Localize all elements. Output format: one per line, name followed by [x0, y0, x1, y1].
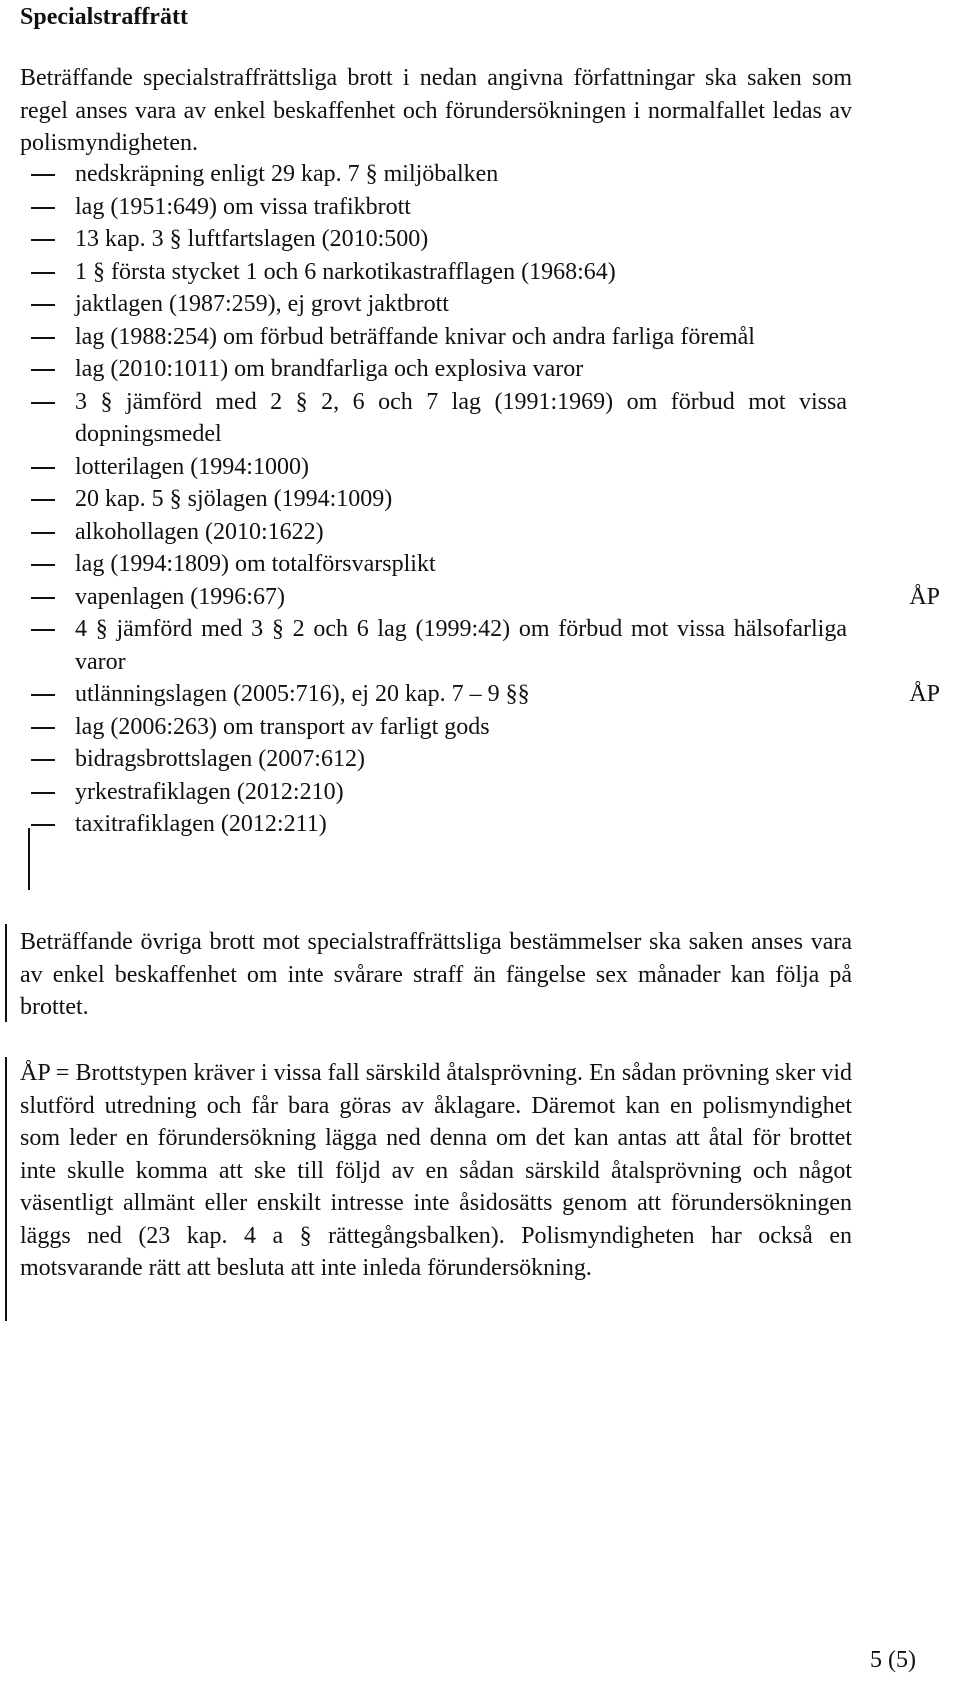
list-item-text: taxitrafiklagen (2012:211) — [75, 811, 327, 837]
list-item — [20, 321, 940, 354]
revision-bar — [28, 828, 30, 890]
list-item-text: lag (1951:649) om vissa trafikbrott — [75, 193, 411, 220]
list-item-text: 20 kap. 5 § sjölagen (1994:1009) — [75, 486, 393, 512]
list-item — [20, 451, 940, 484]
ap-explanation-paragraph: ÅP = Brottstypen kräver i vissa fall särskild åtalsprövning. En sådan prövning sker vid slutförd utredning och får bara göras av åklagare. Däremot kan en polismyndighet som leder en förundersökning lägga ned denna om det kan antas att åtal för brottet inte skulle komma att ske till följd av en sådan särskild åtalsprövning och något väsentligt allmänt eller enskilt intresse inte åsidosätts genom att förundersökningen läggs ned (23 kap. 4 a § rättegångsbalken). Polismyndigheten har också en motsvarande rätt att besluta att inte inleda förundersökning. — [20, 1060, 852, 1281]
list-item-text: 3 § jämförd med 2 § 2, 6 och 7 lag (1991:1969) om förbud mot vissa dopningsmedel — [75, 388, 847, 447]
section-heading: Specialstraffrätt — [20, 4, 188, 30]
list-item-text: 13 kap. 3 § luftfartslagen (2010:500) — [75, 226, 429, 252]
dash-bullet — [31, 824, 55, 826]
list-item — [20, 386, 940, 451]
list-item — [20, 353, 940, 386]
list-item — [20, 776, 940, 809]
list-item — [20, 191, 940, 224]
dash-bullet — [31, 597, 55, 599]
dash-bullet — [31, 467, 55, 469]
list-item-text: utlänningslagen (2005:716), ej 20 kap. 7 – 9 §§ — [75, 681, 530, 707]
list-item — [20, 158, 940, 191]
list-item-text: jaktlagen (1987:259), ej grovt jaktbrott — [75, 291, 449, 317]
ap-marker: ÅP — [909, 583, 940, 610]
page-number: 5 (5) — [870, 1647, 916, 1673]
list-item — [20, 223, 940, 256]
law-list — [20, 158, 940, 841]
list-item — [20, 548, 940, 581]
revision-bar — [5, 924, 7, 1022]
dash-bullet — [31, 337, 55, 339]
list-item-text: bidragsbrottslagen (2007:612) — [75, 746, 365, 772]
dash-bullet — [31, 694, 55, 696]
revision-bar — [5, 1057, 7, 1321]
dash-bullet — [31, 174, 55, 176]
dash-bullet — [31, 239, 55, 241]
dash-bullet — [31, 792, 55, 794]
list-item-text: 1 § första stycket 1 och 6 narkotikastrafflagen (1968:64) — [75, 258, 616, 285]
list-item-text: lag (2006:263) om transport av farligt gods — [75, 713, 490, 740]
list-item-text: 4 § jämförd med 3 § 2 och 6 lag (1999:42) om förbud mot vissa hälsofarliga varor — [75, 616, 847, 675]
list-item — [20, 288, 940, 321]
dash-bullet — [31, 304, 55, 306]
list-item-text: lotterilagen (1994:1000) — [75, 453, 309, 480]
list-item — [20, 581, 940, 614]
dash-bullet — [31, 629, 55, 631]
ap-marker: ÅP — [909, 681, 940, 707]
dash-bullet — [31, 727, 55, 729]
list-item — [20, 256, 940, 289]
list-item-text: lag (1994:1809) om totalförsvarsplikt — [75, 551, 436, 577]
dash-bullet — [31, 207, 55, 209]
list-item — [20, 711, 940, 744]
dash-bullet — [31, 532, 55, 534]
dash-bullet — [31, 369, 55, 371]
list-item — [20, 483, 940, 516]
list-item-text: nedskräpning enligt 29 kap. 7 § miljöbalken — [75, 161, 499, 187]
dash-bullet — [31, 759, 55, 761]
list-item — [20, 678, 940, 711]
list-item — [20, 743, 940, 776]
intro-paragraph: Beträffande specialstraffrättsliga brott i nedan angivna författningar ska saken som regel anses vara av enkel beskaffenhet och förundersökningen i normalfallet ledas av polismyndigheten. — [20, 65, 852, 156]
list-item — [20, 808, 940, 841]
dash-bullet — [31, 499, 55, 501]
dash-bullet — [31, 402, 55, 404]
list-item-text: lag (1988:254) om förbud beträffande knivar och andra farliga föremål — [75, 323, 755, 350]
list-item-text: vapenlagen (1996:67) — [75, 583, 285, 610]
dash-bullet — [31, 272, 55, 274]
dash-bullet — [31, 564, 55, 566]
list-item — [20, 516, 940, 549]
list-item-text: alkohollagen (2010:1622) — [75, 518, 324, 545]
other-offences-paragraph: Beträffande övriga brott mot specialstraffrättsliga bestämmelser ska saken anses vara av enkel beskaffenhet om inte svårare straff än fängelse sex månader kan följa på brottet. — [20, 929, 852, 1020]
list-item-text: lag (2010:1011) om brandfarliga och explosiva varor — [75, 356, 584, 382]
list-item-text: yrkestrafiklagen (2012:210) — [75, 778, 344, 805]
list-item — [20, 613, 940, 678]
